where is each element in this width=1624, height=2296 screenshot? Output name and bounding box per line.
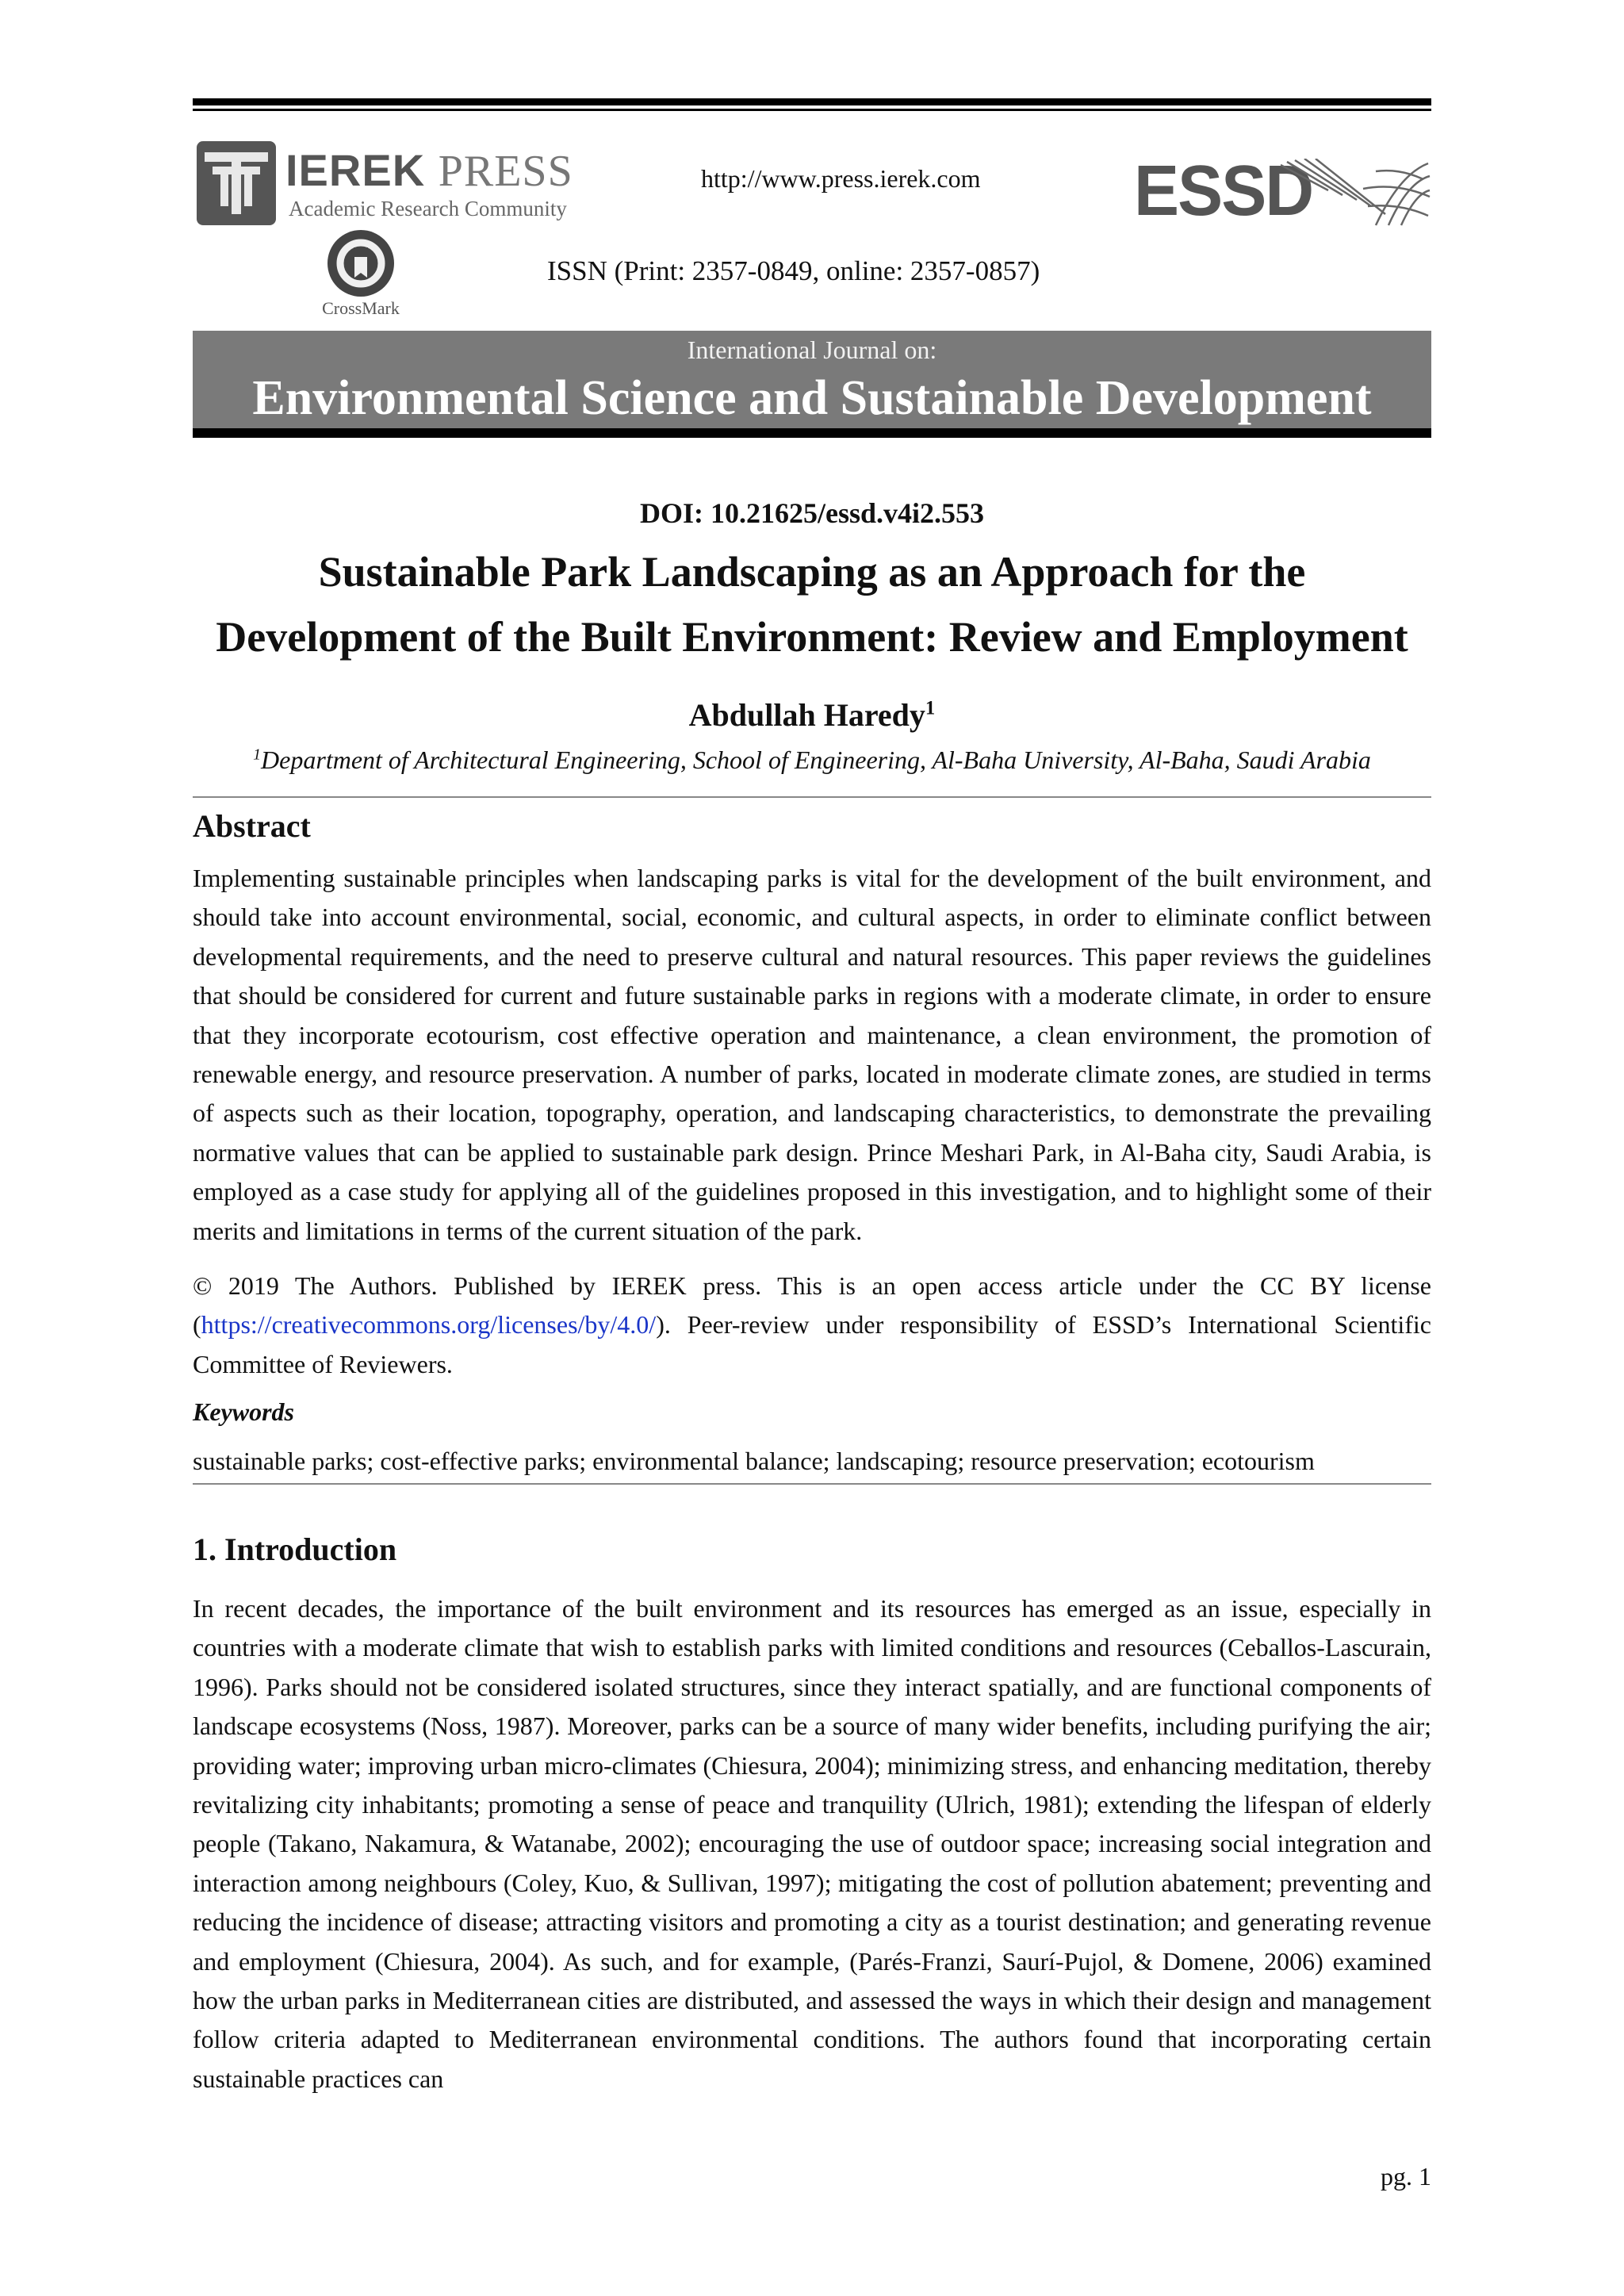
ierek-wordmark (285, 144, 573, 197)
author-affiliation (0, 746, 1624, 775)
keywords-list: sustainable parks; cost-effective parks; environmental balance; landscaping; resource preservation; ecotourism (193, 1447, 1315, 1475)
brand-press: PRESS (438, 147, 573, 196)
crossmark-icon (327, 230, 394, 297)
abstract-top-rule (193, 796, 1431, 798)
introduction-heading: 1. Introduction (193, 1531, 397, 1567)
ierek-press-logo[interactable] (197, 141, 573, 227)
abstract-text: Implementing sustainable principles when landscaping parks is vital for the development of the built environment, and should take into account environmental, social, economic, and cultural aspects, in order to eliminate conflict between developmental requirements, and the need to preserve cultural and natural resources. This paper reviews the guidelines that should be considered for current and future sustainable parks in regions with a moderate climate, in order to ensure that they incorporate ecotourism, cost effective operation and maintenance, a clean environment, the promotion of renewable energy, and resource preservation. A number of parks, located in moderate climate zones, are studied in terms of aspects such as their location, topography, operation, and landscaping characteristics, to demonstrate the prevailing normative values that can be applied to sustainable park design. Prince Meshari Park, in Al-Baha city, Saudi Arabia, is employed as a case study for applying all of the guidelines proposed in this investigation, and to highlight some of their merits and limitations in terms of the current situation of the park. (193, 864, 1431, 1245)
affiliation-text: Department of Architectural Engineering, School of Engineering, Al-Baha University, Al-Baha, Saudi Arabia (261, 746, 1371, 774)
copyright-post: ). Peer-review under responsibility of ESSD’s International Scientific Committee of Reviewers. (193, 1310, 1431, 1378)
abstract-heading: Abstract (193, 808, 311, 844)
article-title (127, 539, 1497, 669)
top-rule (193, 98, 1431, 105)
journal-banner (193, 331, 1431, 435)
author-text: Abdullah Haredy (688, 697, 925, 733)
issn: ISSN (Print: 2357-0849, online: 2357-0857) (547, 255, 1040, 286)
essd-wordmark: ESSD (1134, 151, 1313, 231)
title-line-1: Sustainable Park Landscaping as an Approach for the (318, 548, 1306, 596)
essd-logo (1134, 151, 1431, 231)
journal-name: Environmental Science and Sustainable Development (252, 371, 1372, 425)
top-rule-thin (193, 109, 1431, 111)
page-number: pg. 1 (1381, 2162, 1431, 2191)
copyright-notice (193, 1267, 1431, 1384)
publisher-url[interactable]: http://www.press.ierek.com (701, 164, 981, 193)
brand-ierek: IEREK (285, 145, 426, 195)
essd-globe-icon (1281, 159, 1431, 227)
license-link[interactable]: https://creativecommons.org/licenses/by/4.0/ (201, 1310, 657, 1340)
journal-prefix: International Journal on: (687, 335, 937, 364)
crossmark-label: CrossMark (322, 298, 400, 318)
abstract-bottom-rule (193, 1483, 1431, 1485)
keywords-label: Keywords (193, 1397, 294, 1426)
introduction-text: In recent decades, the importance of the built environment and its resources has emerged as an issue, especially in countries with a moderate climate that wish to establish parks with limited conditions and resources (Ceballos-Lascurain, 1996). Parks should not be considered isolated structures, since they interact spatially, and are functional components of landscape ecosystems (Noss, 1987). Moreover, parks can be a source of many wider benefits, including purifying the air; providing water; improving urban micro-climates (Chiesura, 2004); minimizing stress, and enhancing meditation, thereby revitalizing city inhabitants; promoting a sense of peace and tranquility (Ulrich, 1981); extending the lifespan of elderly people (Takano, Nakamura, & Watanabe, 2002); encouraging the use of outdoor space; increasing social integration and interaction among neighbours (Coley, Kuo, & Sullivan, 1997); mitigating the cost of pollution abatement; preventing and reducing the incidence of disease; attracting visitors and promoting a city as a tourist destination; and generating revenue and employment (Chiesura, 2004). As such, and for example, (Parés-Franzi, Saurí-Pujol, & Domene, 2006) examined how the urban parks in Mediterranean cities are distributed, and assessed the ways in which their design and management follow criteria adapted to Mediterranean environmental conditions. The authors found that incorporating certain sustainable practices can (193, 1594, 1431, 2093)
author-name (0, 696, 1624, 734)
publisher-tagline: Academic Research Community (289, 197, 567, 220)
affiliation-superscript: 1 (253, 746, 262, 764)
article-doi[interactable]: DOI: 10.21625/essd.v4i2.553 (639, 497, 985, 529)
crossmark-badge[interactable] (313, 230, 408, 321)
title-line-2: Development of the Built Environment: Review and Employment (216, 613, 1408, 661)
copyright-pre: © 2019 The Authors. Published by IEREK press. This is an open access article under the CC BY license ( (193, 1271, 1431, 1340)
author-superscript: 1 (925, 697, 936, 719)
banner-rule (193, 428, 1431, 438)
ierek-mark-icon (197, 141, 276, 225)
